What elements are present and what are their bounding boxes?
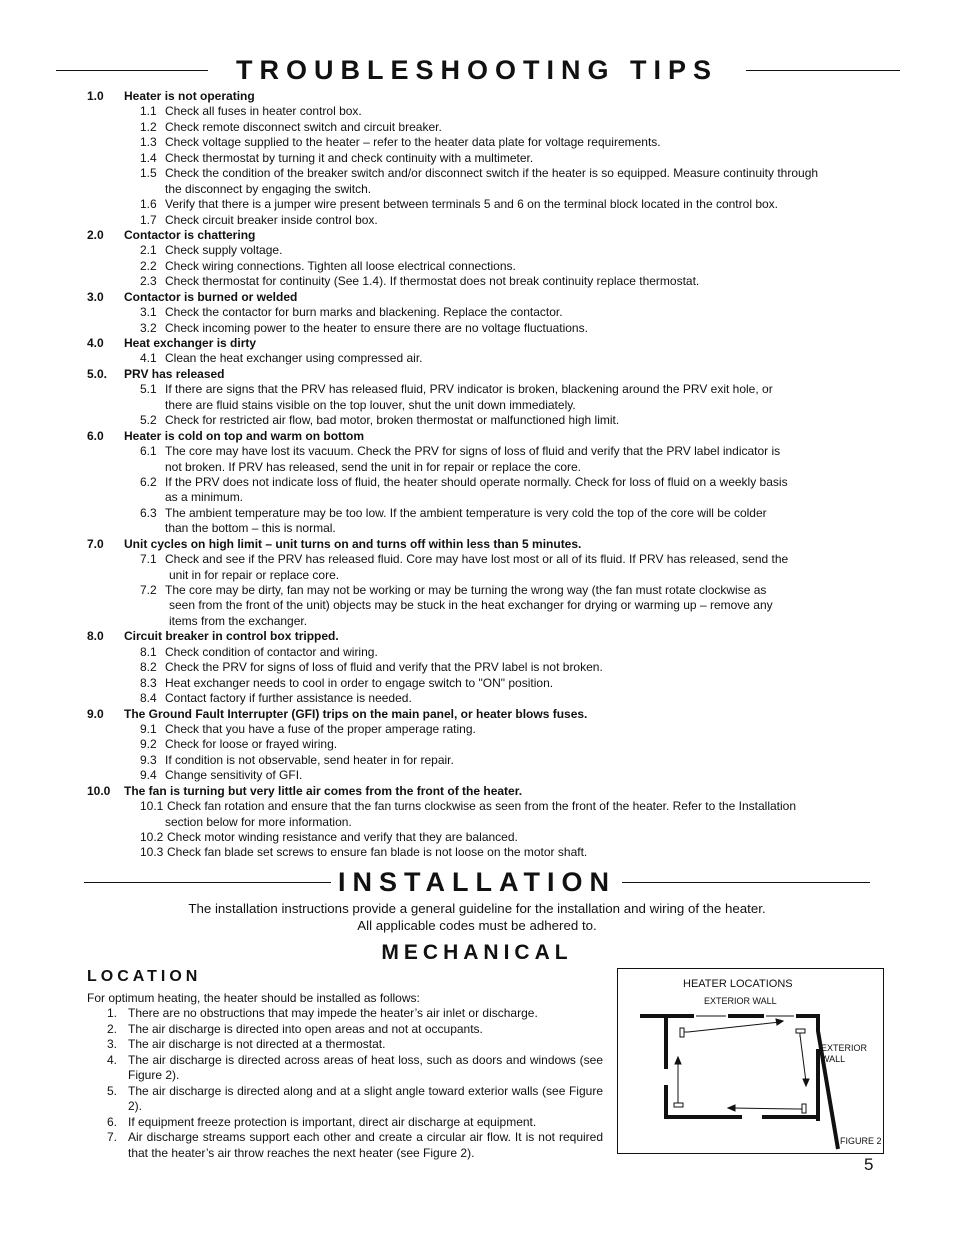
troubleshooting-step (87, 166, 907, 181)
item-number: 9.0 (87, 706, 104, 721)
troubleshooting-heading (87, 629, 907, 644)
troubleshooting-title: TROUBLESHOOTING TIPS (235, 55, 718, 85)
item-text: Check circuit breaker inside control box. (165, 212, 378, 227)
list-text: The air discharge is directed across areas of heat loss, such as doors and windows (see Figure 2). (128, 1052, 603, 1082)
troubleshooting-step (87, 799, 907, 814)
troubleshooting-step (87, 151, 907, 166)
location-list-item (87, 1130, 603, 1161)
item-number: 5.2 (140, 413, 157, 428)
list-text: The air discharge is directed along and at a slight angle toward exterior walls (see Figure 2). (128, 1083, 603, 1113)
item-text: The core may have lost its vacuum. Check the PRV for signs of loss of fluid and verify that the PRV label indicator is (165, 444, 781, 459)
installation-intro-2: All applicable codes must be adhered to. (357, 918, 597, 933)
figure-exterior-label: EXTERIOR (821, 1043, 868, 1053)
location-list-item (87, 1006, 603, 1022)
item-number: 9.2 (140, 737, 157, 752)
item-number: 1.7 (140, 212, 157, 227)
item-text: Heater is cold on top and warm on bottom (124, 428, 365, 443)
figure-exterior-wall-top: EXTERIOR WALL (704, 996, 777, 1006)
troubleshooting-heading (87, 367, 907, 382)
list-number: 3. (106, 1037, 117, 1051)
troubleshooting-step (87, 598, 907, 613)
troubleshooting-step (87, 120, 907, 135)
item-text: Check thermostat by turning it and check continuity with a multimeter. (165, 150, 534, 165)
item-number: 7.2 (140, 583, 157, 597)
troubleshooting-step (87, 753, 907, 768)
troubleshooting-step (87, 845, 907, 860)
item-number: 3.0 (87, 289, 104, 304)
item-number: 9.4 (140, 768, 157, 783)
item-text: Heat exchanger is dirty (124, 336, 257, 350)
item-number: 2.2 (140, 258, 157, 273)
troubleshooting-step (87, 676, 907, 691)
item-text: items from the exchanger. (169, 613, 308, 628)
item-text: The ambient temperature may be too low. If the ambient temperature is very cold the top of the core will be colder (165, 505, 767, 520)
item-text: Check and see if the PRV has released fluid. Core may have lost most or all of its fluid. If PRV has released, send the (165, 552, 789, 567)
item-text: Check all fuses in heater control box. (165, 104, 362, 119)
figure-caption: FIGURE 2 (840, 1136, 882, 1146)
troubleshooting-step (87, 213, 907, 228)
item-text: Verify that there is a jumper wire present between terminals 5 and 6 on the terminal block located in the control box. (165, 197, 778, 212)
troubleshooting-step (87, 321, 907, 336)
troubleshooting-heading (87, 707, 907, 722)
item-text: Clean the heat exchanger using compressed air. (165, 351, 423, 366)
list-text: The air discharge is not directed at a thermostat. (128, 1037, 386, 1051)
item-text: there are fluid stains visible on the top louver, shut the unit down immediately. (165, 397, 576, 412)
item-number: 4.1 (140, 351, 157, 366)
item-number: 1.0 (87, 89, 104, 103)
item-text: The fan is turning but very little air comes from the front of the heater. (124, 783, 523, 798)
item-number: 3.2 (140, 320, 157, 335)
installation-intro-1: The installation instructions provide a general guideline for the installation and wiring of the heater. (188, 901, 766, 916)
item-number: 6.1 (140, 444, 157, 459)
figure-title: HEATER LOCATIONS (683, 978, 793, 990)
list-number: 2. (106, 1021, 117, 1036)
item-number: 3.1 (140, 305, 157, 320)
item-text: Check remote disconnect switch and circuit breaker. (165, 119, 442, 134)
item-text: seen from the front of the unit) objects may be stuck in the heat exchanger for drying or warming up – remove any (169, 598, 773, 613)
item-number: 1.3 (140, 135, 157, 150)
troubleshooting-step (87, 521, 907, 536)
troubleshooting-step (87, 737, 907, 752)
item-number: 5.0. (87, 366, 108, 381)
list-number: 4. (106, 1052, 117, 1067)
item-number: 8.4 (140, 691, 157, 706)
item-text: the disconnect by engaging the switch. (165, 181, 372, 196)
troubleshooting-step (87, 722, 907, 737)
item-number: 2.3 (140, 274, 157, 289)
item-text: as a minimum. (165, 490, 244, 505)
item-text: Contactor is burned or welded (124, 289, 298, 304)
troubleshooting-step (87, 552, 907, 567)
installation-title: INSTALLATION (338, 867, 616, 897)
item-number: 7.0 (87, 536, 104, 551)
item-text: Check thermostat for continuity (See 1.4). If thermostat does not break continuity replace thermostat. (165, 274, 700, 289)
troubleshooting-step (87, 460, 907, 475)
item-text: than the bottom – this is normal. (165, 521, 336, 536)
list-number: 5. (106, 1083, 117, 1098)
item-number: 10.2 (140, 830, 164, 844)
item-text: Check fan blade set screws to ensure fan blade is not loose on the motor shaft. (167, 845, 588, 860)
troubleshooting-step (87, 135, 907, 150)
item-number: 1.4 (140, 150, 157, 165)
troubleshooting-step (87, 660, 907, 675)
item-text: Check for restricted air flow, bad motor, broken thermostat or malfunctioned high limit. (165, 413, 620, 428)
list-text: The air discharge is directed into open areas and not at occupants. (128, 1021, 483, 1036)
item-text: section below for more information. (165, 814, 352, 829)
item-text: Unit cycles on high limit – unit turns on and turns off within less than 5 minutes. (124, 536, 582, 551)
troubleshooting-heading (87, 290, 907, 305)
item-number: 10.0 (87, 783, 111, 798)
item-number: 9.1 (140, 721, 157, 736)
item-number: 10.3 (140, 845, 164, 860)
figure-wall-label: WALL (821, 1054, 846, 1064)
location-list-item (87, 1022, 603, 1038)
item-text: unit in for repair or replace core. (169, 567, 340, 582)
item-text: Contactor is chattering (124, 227, 256, 242)
item-number: 8.1 (140, 644, 157, 659)
troubleshooting-header (0, 54, 954, 94)
list-text: There are no obstructions that may impede the heater’s air inlet or discharge. (128, 1006, 538, 1020)
figure-exterior-wall-right (821, 1043, 867, 1065)
troubleshooting-step (87, 305, 907, 320)
item-text: If there are signs that the PRV has released fluid, PRV indicator is broken, blackening around the PRV exit hole, or (165, 382, 773, 397)
troubleshooting-heading (87, 228, 907, 243)
location-list-item (87, 1115, 603, 1131)
troubleshooting-step (87, 645, 907, 660)
item-number: 2.0 (87, 227, 104, 242)
troubleshooting-step (87, 768, 907, 783)
item-text: Check condition of contactor and wiring. (165, 644, 378, 659)
troubleshooting-heading (87, 429, 907, 444)
item-number: 1.5 (140, 166, 157, 181)
item-number: 8.0 (87, 629, 104, 644)
troubleshooting-heading (87, 537, 907, 552)
troubleshooting-step (87, 413, 907, 428)
troubleshooting-step (87, 104, 907, 119)
item-number: 6.2 (140, 474, 157, 489)
item-text: Check for loose or frayed wiring. (165, 737, 338, 752)
list-number: 6. (106, 1114, 117, 1129)
troubleshooting-step (87, 475, 907, 490)
item-text: Heat exchanger needs to cool in order to engage switch to "ON" position. (165, 675, 554, 690)
location-heading: LOCATION (87, 968, 202, 985)
item-text: Check motor winding resistance and verify that they are balanced. (167, 830, 518, 844)
page-number: 5 (864, 1155, 874, 1174)
troubleshooting-step (87, 490, 907, 505)
item-number: 10.1 (140, 799, 164, 814)
troubleshooting-step (87, 382, 907, 397)
item-text: PRV has released (124, 366, 225, 381)
item-text: Check supply voltage. (165, 243, 283, 258)
item-number: 5.1 (140, 382, 157, 397)
item-text: The Ground Fault Interrupter (GFI) trips on the main panel, or heater blows fuses. (124, 706, 588, 721)
troubleshooting-step (87, 197, 907, 212)
item-number: 1.6 (140, 197, 157, 212)
mechanical-heading: MECHANICAL (381, 941, 573, 964)
troubleshooting-step (87, 614, 907, 629)
troubleshooting-step (87, 568, 907, 583)
location-list (87, 1006, 603, 1161)
item-text: If the PRV does not indicate loss of fluid, the heater should operate normally. Check for loss of fluid on a weekly basis (165, 474, 788, 489)
troubleshooting-step (87, 444, 907, 459)
item-number: 8.2 (140, 660, 157, 675)
item-text: Check wiring connections. Tighten all loose electrical connections. (165, 258, 516, 273)
item-number: 1.1 (140, 104, 157, 119)
item-number: 7.1 (140, 552, 157, 567)
item-text: Check the PRV for signs of loss of fluid and verify that the PRV label is not broken. (165, 660, 603, 675)
troubleshooting-step (87, 351, 907, 366)
item-text: Check fan rotation and ensure that the fan turns clockwise as seen from the front of the heater. Refer to the Installation (167, 799, 797, 814)
troubleshooting-step (87, 243, 907, 258)
location-intro: For optimum heating, the heater should be installed as follows: (87, 991, 420, 1005)
figure-heater-locations (617, 968, 884, 1154)
list-number: 7. (106, 1130, 117, 1144)
location-list-item (87, 1053, 603, 1084)
troubleshooting-step (87, 830, 907, 845)
item-text: not broken. If PRV has released, send the unit in for repair or replace the core. (165, 459, 582, 474)
troubleshooting-step (87, 259, 907, 274)
list-text: Air discharge streams support each other and create a circular air flow. It is not required that the heater’s air throw reaches the next heater (see Figure 2). (128, 1130, 603, 1160)
item-number: 6.0 (87, 428, 104, 443)
item-text: Circuit breaker in control box tripped. (124, 629, 339, 644)
troubleshooting-list (87, 89, 907, 861)
list-text: If equipment freeze protection is important, direct air discharge at equipment. (128, 1114, 537, 1129)
item-number: 1.2 (140, 119, 157, 134)
troubleshooting-step (87, 583, 907, 598)
troubleshooting-step (87, 506, 907, 521)
troubleshooting-step (87, 398, 907, 413)
item-text: Change sensitivity of GFI. (165, 768, 303, 783)
location-list-item (87, 1084, 603, 1115)
item-number: 4.0 (87, 336, 104, 350)
troubleshooting-step (87, 691, 907, 706)
item-text: Check the condition of the breaker switch and/or disconnect switch if the heater is so equipped. Measure continuity through (165, 166, 819, 181)
item-text: Check incoming power to the heater to ensure there are no voltage fluctuations. (165, 320, 588, 335)
item-text: Heater is not operating (124, 89, 255, 103)
item-number: 9.3 (140, 752, 157, 767)
item-number: 8.3 (140, 675, 157, 690)
list-number: 1. (106, 1006, 117, 1020)
item-text: Check the contactor for burn marks and blackening. Replace the contactor. (165, 305, 563, 320)
item-text: Check voltage supplied to the heater – refer to the heater data plate for voltage requirements. (165, 135, 661, 150)
location-list-item (87, 1037, 603, 1053)
item-text: Contact factory if further assistance is needed. (165, 691, 412, 706)
item-text: The core may be dirty, fan may not be working or may be turning the wrong way (the fan must rotate clockwise as (165, 583, 767, 597)
troubleshooting-heading (87, 336, 907, 351)
item-text: If condition is not observable, send heater in for repair. (165, 752, 454, 767)
item-text: Check that you have a fuse of the proper amperage rating. (165, 721, 476, 736)
troubleshooting-heading (87, 784, 907, 799)
troubleshooting-step (87, 815, 907, 830)
item-number: 2.1 (140, 243, 157, 258)
troubleshooting-step (87, 182, 907, 197)
troubleshooting-heading (87, 89, 907, 104)
troubleshooting-step (87, 274, 907, 289)
item-number: 6.3 (140, 505, 157, 520)
